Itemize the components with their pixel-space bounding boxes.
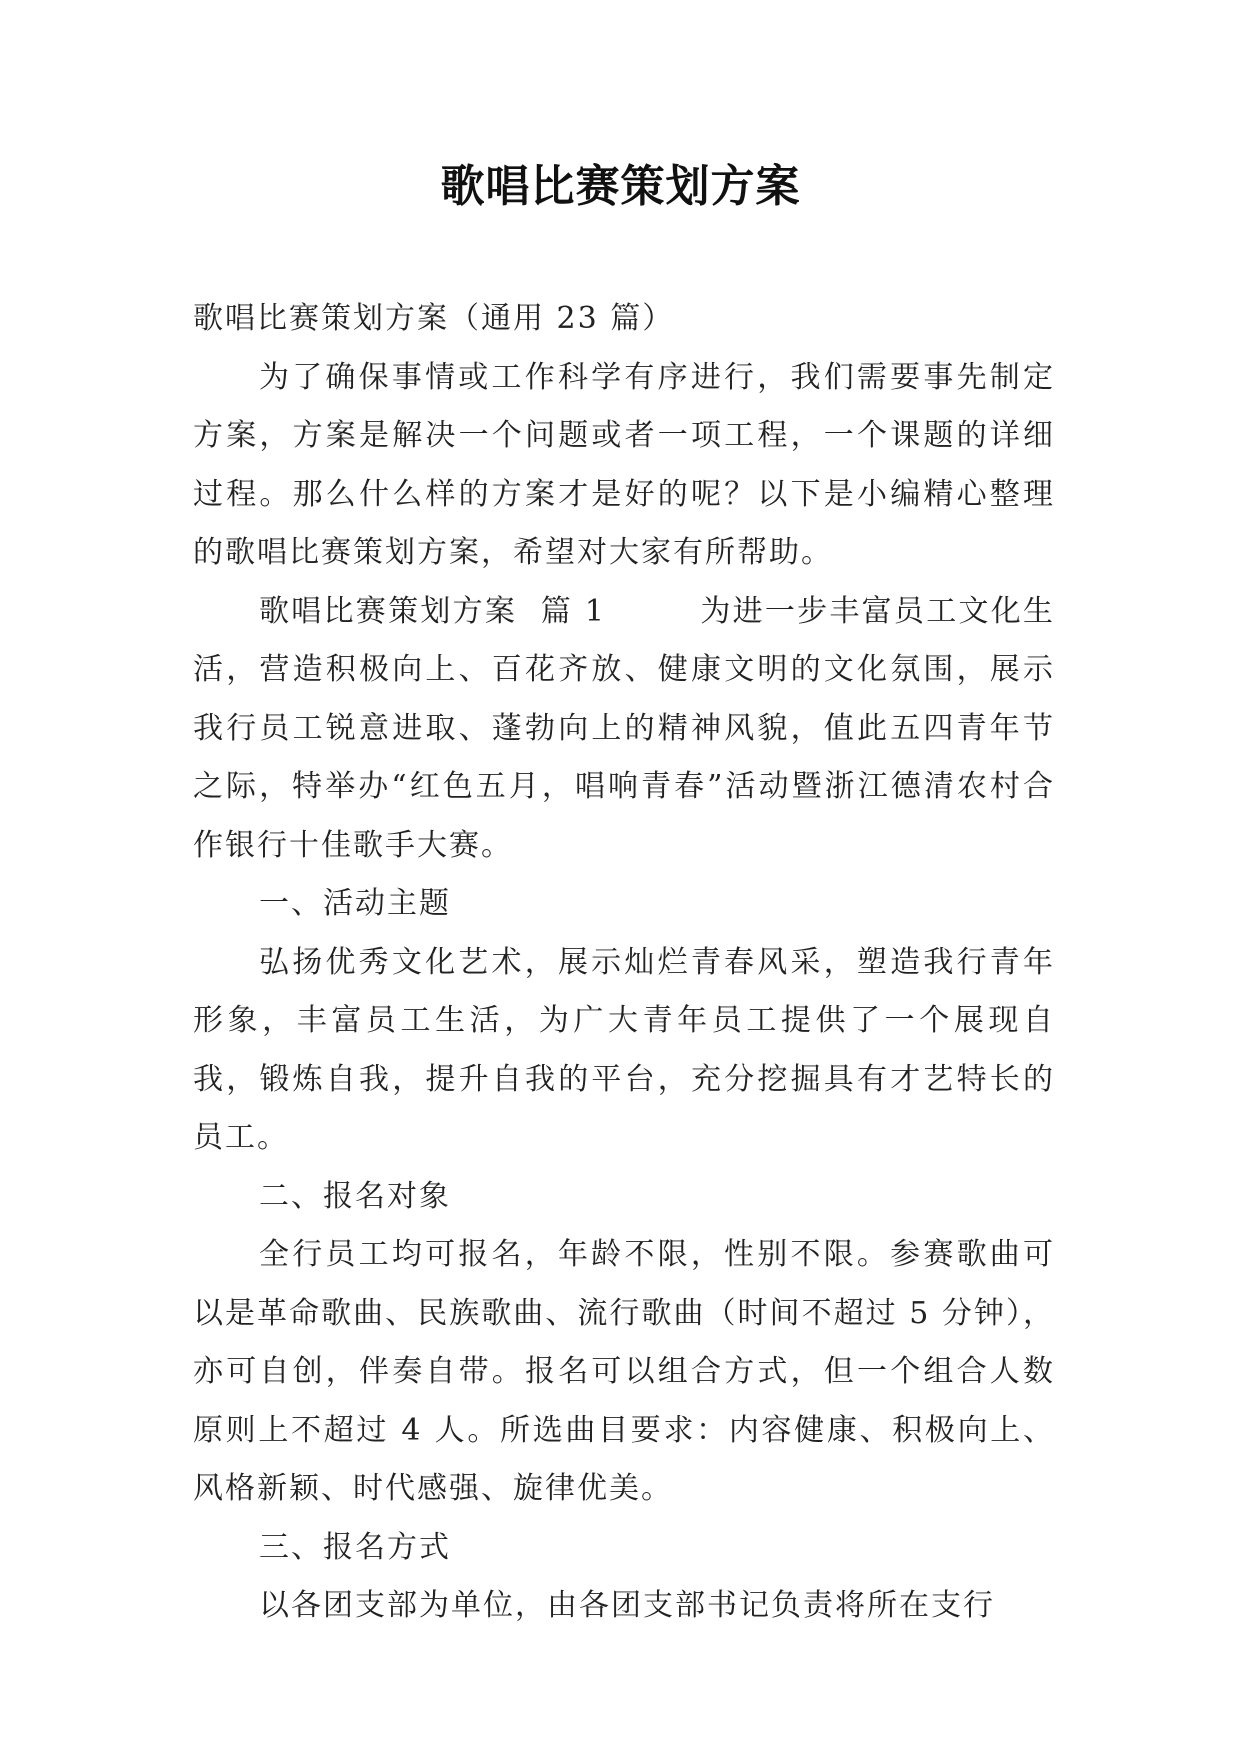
heading-registration-target: 二、报名对象 — [259, 1178, 451, 1214]
subtitle-paragraph: 歌唱比赛策划方案（通用 23 篇） — [193, 301, 675, 336]
section-paragraph: 歌唱比赛策划方案 篇 1 为进一步丰富员工文化生活，营造积极向上、百花齐放、健康文明的文化氛围，展示我行员工锐意进取、蓬勃向上的精神风貌，值此五四青年节之际，特举办“红色五月，唱响青春”活动暨浙江德清农村合作银行十佳歌手大赛。 — [193, 593, 1055, 863]
document-body — [193, 290, 1055, 1636]
document-title: 歌唱比赛策划方案 — [440, 161, 801, 212]
theme-paragraph: 弘扬优秀文化艺术，展示灿烂青春风采，塑造我行青年形象，丰富员工生活，为广大青年员工提供了一个展现自我，锻炼自我，提升自我的平台，充分挖掘具有才艺特长的员工。 — [193, 944, 1055, 1155]
target-paragraph: 全行员工均可报名，年龄不限，性别不限。参赛歌曲可以是革命歌曲、民族歌曲、流行歌曲（时间不超过 5 分钟），亦可自创，伴奏自带。报名可以组合方式，但一个组合人数原则上不超过 4 人。所选曲目要求：内容健康、积极向上、风格新颖、时代感强、旋律优美。 — [193, 1237, 1055, 1506]
method-paragraph: 以各团支部为单位，由各团支部书记负责将所在支行 — [259, 1588, 995, 1623]
heading-activity-theme: 一、活动主题 — [259, 886, 451, 921]
heading-registration-method: 三、报名方式 — [259, 1529, 451, 1565]
intro-paragraph: 为了确保事情或工作科学有序进行，我们需要事先制定方案，方案是解决一个问题或者一项工程，一个课题的详细过程。那么什么样的方案才是好的呢？以下是小编精心整理的歌唱比赛策划方案，希望对大家有所帮助。 — [193, 359, 1055, 570]
